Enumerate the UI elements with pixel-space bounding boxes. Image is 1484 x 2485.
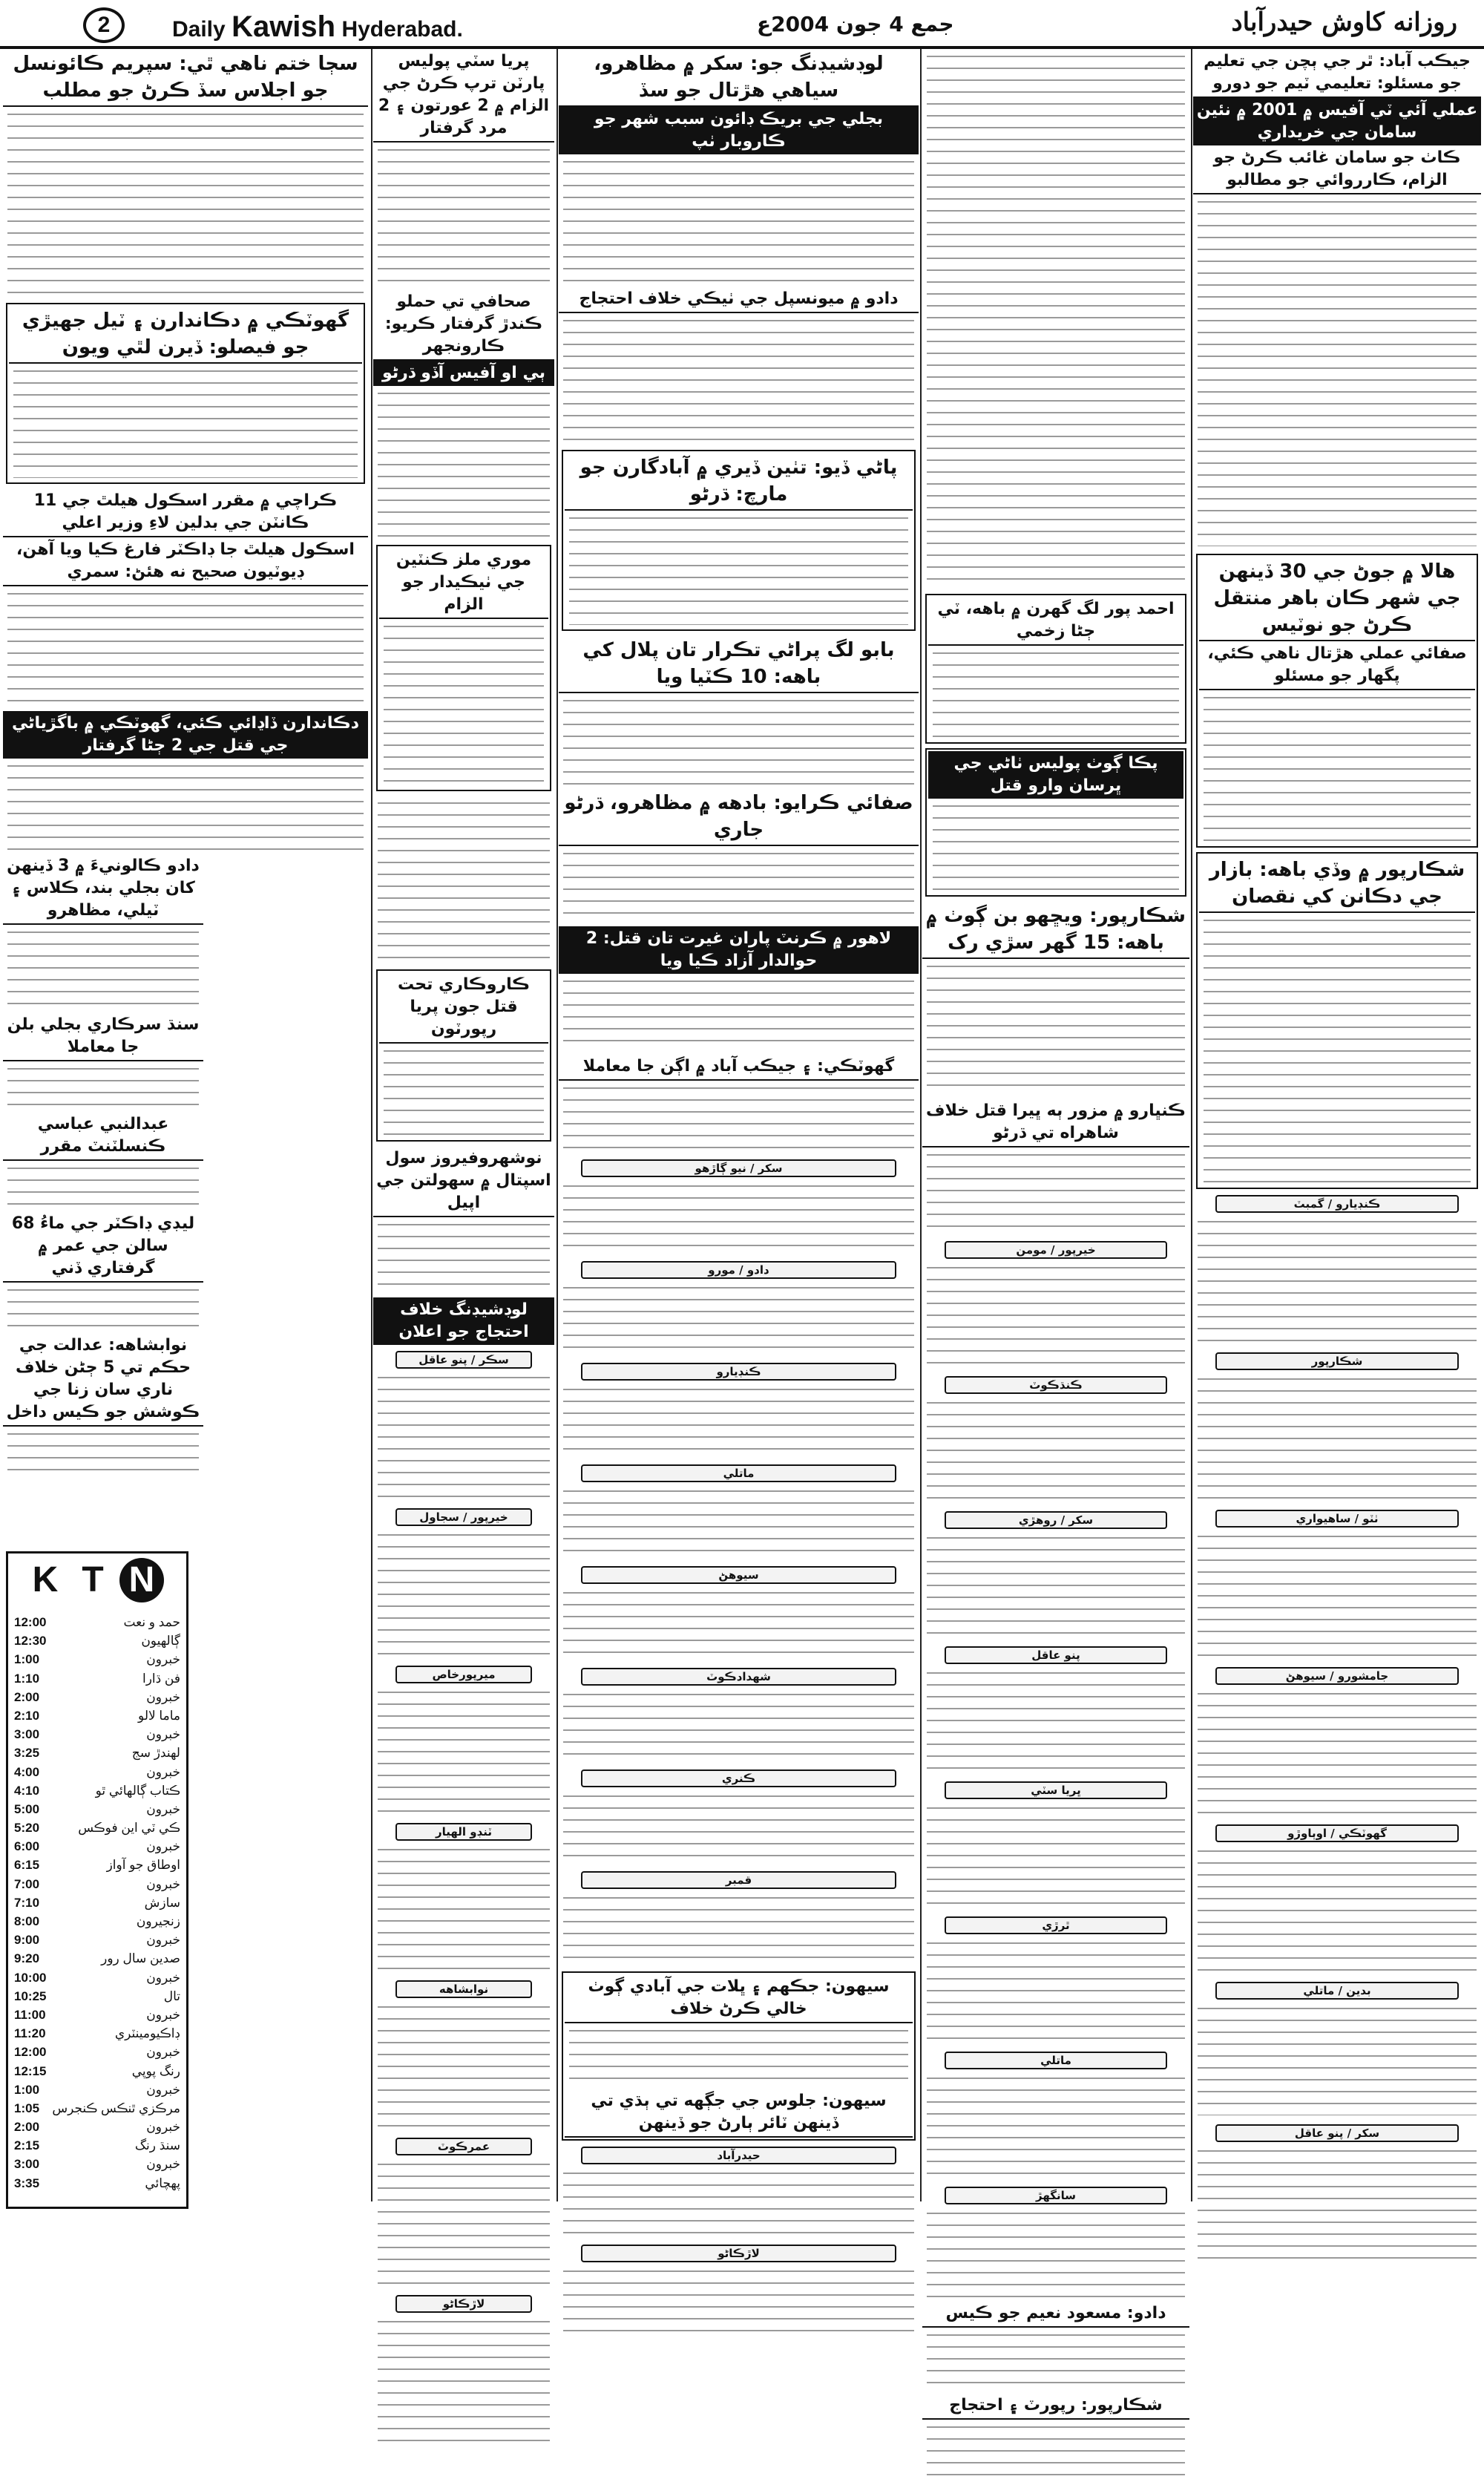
schedule-time: 1:05 [14,2101,40,2115]
schedule-time: 7:10 [14,1895,40,1910]
headline: اسڪول هيلٿ جا ڊاڪٽر فارغ ڪيا ويا آهن، ڊيوٽيون صحيح نه هئڻ: سمري [3,537,368,586]
paper-title-english [172,10,463,44]
news-story [6,303,365,484]
column-2 [373,49,554,2311]
section-label: ڪنڌڪوٽ [945,1376,1167,1394]
schedule-program: خبرون [146,1876,180,1891]
body-text [3,1161,203,1211]
headline: بابو لگ پراڻي تڪرار تان پلال کي باهه: 10 ڪٽيا ويا [559,635,919,693]
schedule-time: 2:00 [14,1689,40,1704]
section-label: دادو / مورو [581,1261,896,1279]
headline: سڄا ختم ناهي ٿي: سپريم ڪائونسل جو اجلاس سڏ ڪرڻ جو مطلب [3,49,368,107]
column-rule [1191,49,1192,2201]
schedule-time: 12:30 [14,1634,47,1649]
body-text [3,107,368,298]
schedule-row [8,2006,186,2024]
schedule-time: 1:10 [14,1671,40,1686]
schedule-time: 12:00 [14,2045,47,2060]
body-text [1193,1372,1481,1504]
schedule-time: 6:00 [14,1839,40,1854]
body-text [922,959,1189,1099]
schedule-program: خبرون [146,1839,180,1854]
body-text [922,1147,1189,1235]
headline: پاڻي ڏيو: تٺين ڏيري ۾ آبادگارن جو مارچ: ڌرڻو [565,453,913,511]
headline: شڪارپور: رپورٽ ۽ احتجاج [922,2393,1189,2420]
schedule-program: ڪي ٽي اين فوڪس [78,1821,180,1836]
body-text [1199,913,1475,1186]
headline: صحافي تي حملو ڪندڙ گرفتار ڪريو: ڪارونجهر [373,289,554,361]
schedule-time: 3:00 [14,1727,40,1742]
headline: شڪارپور ۾ وڏي باهه: بازار جي دڪانن کي نقصان [1199,855,1475,913]
headline: نوابشاهه: عدالت جي حڪم تي 5 ڄڻن خلاف ناري سان زنا جي ڪوشش جو ڪيس داخل [3,1333,203,1427]
schedule-program: زنجيرون [136,1914,180,1928]
issue-date: جمع 4 جون 2004ع [757,12,954,36]
schedule-program: خبرون [146,2157,180,2172]
schedule-row [8,1706,186,1725]
section-label: ٽنڊو الهيار [395,1823,532,1841]
headline: نوشهروفيروز سول اسپتال ۾ سهولتن جي اپيل [373,1146,554,1217]
body-text [559,1280,919,1357]
body-text [1193,1686,1481,1818]
schedule-program: فن ڌارا [142,1671,180,1686]
body-text [922,1666,1189,1775]
body-text [1193,1844,1481,1976]
body-text [1199,690,1475,845]
schedule-program: خبرون [146,2082,180,2097]
headline: ڪاٺ جو سامان غائب ڪرڻ جو الزام، ڪارروائي جو مطالبو [1193,145,1481,194]
news-story [559,1054,919,1153]
column-4 [922,49,1189,2414]
ktn-tv-schedule [6,1551,188,2209]
section-label: ماتلي [581,1464,896,1482]
section-label: گهوٽڪي / اوٻاوڙو [1215,1824,1459,1842]
news-story [3,711,368,854]
body-text [559,974,919,1054]
body-text [559,2264,919,2344]
news-story [376,969,551,1142]
schedule-row [8,1968,186,1987]
logo-letter: K [32,1560,59,1600]
schedule-program: خبرون [146,1652,180,1667]
schedule-row [8,1781,186,1800]
body-text [559,1484,919,1560]
schedule-row [8,1613,186,1631]
schedule-row [8,1669,186,1688]
schedule-row [8,1856,186,1874]
news-story [925,748,1186,897]
schedule-program: ڳالهيون [141,1634,180,1649]
schedule-time: 4:10 [14,1783,40,1798]
schedule-row [8,1725,186,1744]
schedule-row [8,1631,186,1650]
section-label: جامشورو / سيوهڻ [1215,1667,1459,1685]
schedule-time: 2:15 [14,2138,40,2153]
schedule-time: 10:00 [14,1970,47,1985]
headline: دڪاندارن ڏاڍائي ڪئي، گهوٽڪي ۾ باگڙياڻي جي قتل جي 2 ڄڻا گرفتار [3,711,368,759]
headline: موري ملز ڪنٽين جي ٺيڪيدار جو الزام [379,548,548,619]
body-text [559,1179,919,1255]
section-label: لاڙڪاڻو [581,2245,896,2262]
schedule-row [8,1763,186,1781]
schedule-time: 9:00 [14,1933,40,1948]
headline: سيهون: جلوس جي جڳهه تي ٻڌي تي ڏينهن ٽائر ٻارڻ جو ڏينهن [565,2089,913,2138]
schedule-program: سازش [144,1895,180,1910]
news-story [559,788,919,926]
headline: ڪاروڪاري تحت قتل جون پريا رپورٽون [379,972,548,1044]
schedule-program: خبرون [146,1801,180,1816]
body-text [373,2157,554,2289]
body-text [559,693,919,788]
section-label: سانگهڙ [945,2187,1167,2204]
headline: جيڪب آباد: ٿر جي ٻچن جي تعليم جو مسئلو: تعليمي ٽيم جو دورو [1193,49,1481,98]
title-name: Kawish [232,10,336,43]
section-label: پنو عاقل [945,1646,1167,1664]
headline: ڪراچي ۾ مقرر اسڪول هيلٿ جي 11 ڪانٽن جي بدلين لاءِ وزير اعلي [3,488,368,537]
headline: لوڊشيڊنگ جو: سکر ۾ مظاهرو، سياهي هڙتال جو سڏ [559,49,919,107]
schedule-time: 5:00 [14,1801,40,1816]
headline: احمد پور لگ گهرن ۾ باهه، ٽي ڄڻا زخمي [928,597,1183,646]
logo-letter: N [119,1558,164,1602]
schedule-row [8,2080,186,2099]
news-story [376,545,551,791]
body-text [922,1395,1189,1505]
schedule-row [8,1912,186,1931]
schedule-program: سنڌ رنگ [134,2138,180,2153]
headline: هالا ۾ جوڻ جي 30 ڏينهن جي شهر ڪان باهر منتقل ڪرڻ جو نوٽيس [1199,557,1475,641]
schedule-row [8,2155,186,2173]
schedule-row [8,1744,186,1762]
schedule-time: 11:20 [14,2026,46,2041]
schedule-time: 12:15 [14,2063,47,2078]
body-text [565,511,913,628]
schedule-row [8,2062,186,2080]
body-text [922,2071,1189,2181]
body-text [1193,1214,1481,1346]
news-story [922,1099,1189,1235]
body-text [559,1382,919,1458]
section-label: بدين / ماتلي [1215,1982,1459,2000]
schedule-program: ڊاڪيومينٽري [114,2026,180,2041]
schedule-time: 12:00 [14,1615,47,1629]
body-text [559,1081,919,1153]
schedule-time: 1:00 [14,2082,40,2097]
schedule-program: خبرون [146,1689,180,1704]
schedule-program: خبرون [146,1970,180,1985]
masthead [0,0,1484,49]
headline: پريا سٽي پوليس پارٽن ترپ ڪرڻ جي الزام ۾ 2 عورتون ۽ 2 مرد گرفتار [373,49,554,143]
section-label: ڪنڊيارو / گمبٽ [1215,1195,1459,1213]
section-label: سکر / پنو عاقل [1215,2124,1459,2142]
schedule-row [8,2118,186,2136]
section-label: سڪر / پنو عاقل [395,1351,532,1369]
schedule-row [8,2174,186,2193]
news-story [1196,554,1478,848]
news-story [3,49,368,298]
body-text [373,2000,554,2132]
headline: پڪا ڳوٺ پوليس ٺاڻي جي ڀرسان وارو قتل [928,751,1183,799]
body-text [3,1061,203,1112]
body-text [373,2314,554,2446]
body-text [1193,1529,1481,1661]
body-text [373,1842,554,1974]
body-text [559,2166,919,2239]
headline: دادو: مسعود نعيم جو ڪيس [922,2301,1189,2328]
schedule-program: لهندڙ سج [131,1746,180,1761]
news-story [373,289,554,540]
schedule-program: خبرون [146,2120,180,2135]
body-text [922,2206,1189,2301]
schedule-time: 3:00 [14,2157,40,2172]
news-story [925,594,1186,744]
headline: عملي آئي ٽي آفيس ۾ 2001 ۾ نئين سامان جي خريداري [1193,98,1481,145]
body-text [559,154,919,287]
schedule-row [8,1875,186,1893]
news-story [1193,49,1481,549]
section-label: سکر / نيو ڳاڙهو [581,1159,896,1177]
headline: گهوٽڪي ۾ دڪاندارن ۽ ٽيل جهيڙي جو فيصلو: ڏيرن لٿي ويون [9,306,362,364]
schedule-program: خبرون [146,1764,180,1779]
schedule-time: 10:25 [14,1988,47,2003]
body-text [559,846,919,926]
body-text [922,1936,1189,2046]
schedule-row [8,1837,186,1856]
headline: ڪنڀارو ۾ مزور ٻه ڀيرا قتل خلاف شاهراه تي ڌرڻو [922,1099,1189,1147]
news-story [559,926,919,1054]
section-label: ٿرڙي [945,1916,1167,1934]
section-label: ماتلي [945,2052,1167,2069]
body-text [928,646,1183,741]
body-text [922,49,1189,589]
schedule-time: 3:35 [14,2175,40,2190]
body-text [922,2420,1189,2485]
headline: صفائي ڪرايو: بادهه ۾ مظاهرو، ڌرڻو جاري [559,788,919,846]
schedule-time: 4:00 [14,1764,40,1779]
schedule-list [8,1613,186,2193]
column-5 [1193,49,1481,2201]
schedule-program: تال [163,1988,180,2003]
headline: ٻي او آفيس آڏو ڌرڻو [373,361,554,386]
news-story [562,1971,916,2141]
schedule-program: خبرون [146,1727,180,1742]
headline: صفائي عملي هڙتال ناهي ڪئي، پگهار جو مسئلو [1199,641,1475,690]
schedule-program: ماما لالو [138,1708,180,1723]
column-rule [556,49,558,2201]
schedule-program: اوطاق جو آواز [106,1858,180,1873]
body-text [373,386,554,540]
schedule-time: 7:00 [14,1876,40,1891]
column-rule [371,49,372,2201]
headline: لوڊشيڊنگ خلاف احتجاج جو اعلان [373,1297,554,1345]
schedule-program: رنگ پوپي [131,2063,180,2078]
schedule-row [8,1949,186,1968]
section-label: ٺٽو / ساهيواري [1215,1510,1459,1528]
body-text [379,1044,548,1139]
headline: سنڌ سرڪاري بجلي بلن جا معاملا [3,1012,203,1061]
schedule-program: ڪتاب ڳالهائي ٿو [95,1783,180,1798]
schedule-row [8,1800,186,1818]
schedule-time: 2:00 [14,2120,40,2135]
body-text [373,1217,554,1297]
body-text [928,799,1183,894]
news-story [373,49,554,289]
body-text [3,586,368,711]
body-text [565,2023,913,2089]
body-text [922,1530,1189,1640]
schedule-program: خبرون [146,1933,180,1948]
schedule-row [8,1688,186,1706]
schedule-time: 8:00 [14,1914,40,1928]
schedule-program: پهچائي [145,2175,180,2190]
news-story [559,635,919,788]
news-story [922,901,1189,1099]
schedule-program: صدين سال رور [101,1951,180,1966]
schedule-time: 9:20 [14,1951,40,1966]
body-text [559,1789,919,1865]
body-text [1193,2001,1481,2118]
news-story [562,450,916,631]
body-text [373,1370,554,1502]
schedule-row [8,2099,186,2118]
body-text [3,1427,203,1477]
schedule-row [8,1893,186,1912]
headline: دادو ۾ ميونسپل جي ٺيڪي خلاف احتجاج [559,287,919,313]
column-3 [559,49,919,2260]
body-text [3,1283,203,1333]
schedule-program: خبرون [146,2007,180,2022]
body-text [379,619,548,788]
headline: سيهون: جڪهم ۽ ڀلات جي آبادي ڳوٺ خالي ڪرڻ خلاف [565,1974,913,2023]
headline: لاهور ۾ ڪرنٽ پاران غيرت تان قتل: 2 حوالدار آزاد ڪيا ويا [559,926,919,974]
logo-letter: T [82,1560,104,1600]
body-text [1193,194,1481,549]
schedule-row [8,2043,186,2061]
news-story [559,287,919,445]
section-label: لاڙڪاڻو [395,2295,532,2313]
body-text [3,925,203,1012]
news-story [373,1146,554,1345]
body-text [373,1685,554,1817]
schedule-time: 3:25 [14,1746,40,1761]
body-text [373,1528,554,1660]
headline: ليڊي ڊاڪٽر جي ماءُ 68 سالن جي عمر ۾ گرفتاري ڏني [3,1211,203,1283]
body-text [559,313,919,445]
section-label: سکر / روهڙي [945,1511,1167,1529]
title-city: Hyderabad. [341,17,463,42]
body-text [373,143,554,289]
schedule-row [8,1987,186,2006]
schedule-row [8,1931,186,1949]
section-label: خيرپور / مومن [945,1241,1167,1259]
section-label: ڀريا سٽي [945,1781,1167,1799]
body-text [9,364,362,481]
section-label: ڪنري [581,1769,896,1787]
section-label: سيوهڻ [581,1566,896,1584]
schedule-time: 11:00 [14,2007,46,2022]
section-label: شهدادڪوٽ [581,1668,896,1686]
schedule-program: خبرون [146,2045,180,2060]
section-label: ڪنڊيارو [581,1363,896,1381]
headline: عبدالنبي عباسي ڪنسلٽنٽ مقرر [3,1112,203,1161]
body-text [922,2328,1189,2393]
section-label: ميرپورخاص [395,1666,532,1683]
news-story [1196,852,1478,1189]
schedule-program: حمد و نعت [123,1615,180,1629]
body-text [559,1585,919,1662]
headline: دادو ڪالونيءَ ۾ 3 ڏينهن کان بجلي بند، ڪلاس ۽ ٽيلي، مظاهرو [3,854,203,925]
news-story [922,2301,1189,2485]
section-label: قمبر [581,1871,896,1889]
schedule-time: 6:15 [14,1858,40,1873]
schedule-time: 2:10 [14,1708,40,1723]
news-story [3,488,368,711]
section-label: شڪارپور [1215,1352,1459,1370]
paper-title-local: روزانه كاوش حيدرآباد [1231,7,1457,37]
body-text [922,1260,1189,1370]
body-text [559,1687,919,1764]
schedule-row [8,1818,186,1837]
schedule-row [8,1650,186,1669]
ktn-logo [23,1558,171,1607]
schedule-time: 5:20 [14,1821,40,1836]
section-label: خيرپور / سجاول [395,1508,532,1526]
page-number: 2 [83,7,125,43]
news-story [559,49,919,287]
body-text [922,1801,1189,1911]
headline: بجلي جي بريڪ ڊائون سبب شهر جو ڪاروبار ٺپ [559,107,919,154]
body-text [559,1890,919,1967]
schedule-row [8,2136,186,2155]
title-prefix: Daily [172,17,226,42]
section-label: عمرڪوٽ [395,2138,532,2155]
schedule-program: مرڪزي ٿنڪس ڪنجرس [52,2101,180,2115]
body-text [3,759,368,854]
news-story [3,854,203,1477]
schedule-time: 1:00 [14,1652,40,1667]
section-label: حيدرآباد [581,2147,896,2164]
headline: گهوٽڪي: ۽ جيڪب آباد ۾ اڳن جا معاملا [559,1054,919,1081]
column-rule [920,49,922,2201]
body-text [1193,2144,1481,2268]
schedule-row [8,2024,186,2043]
headline: شڪارپور: ويڇهو بن ڳوٺ ۾ باهه: 15 گهر سڙي رک [922,901,1189,959]
body-text [373,796,554,965]
section-label: نوابشاهه [395,1980,532,1998]
